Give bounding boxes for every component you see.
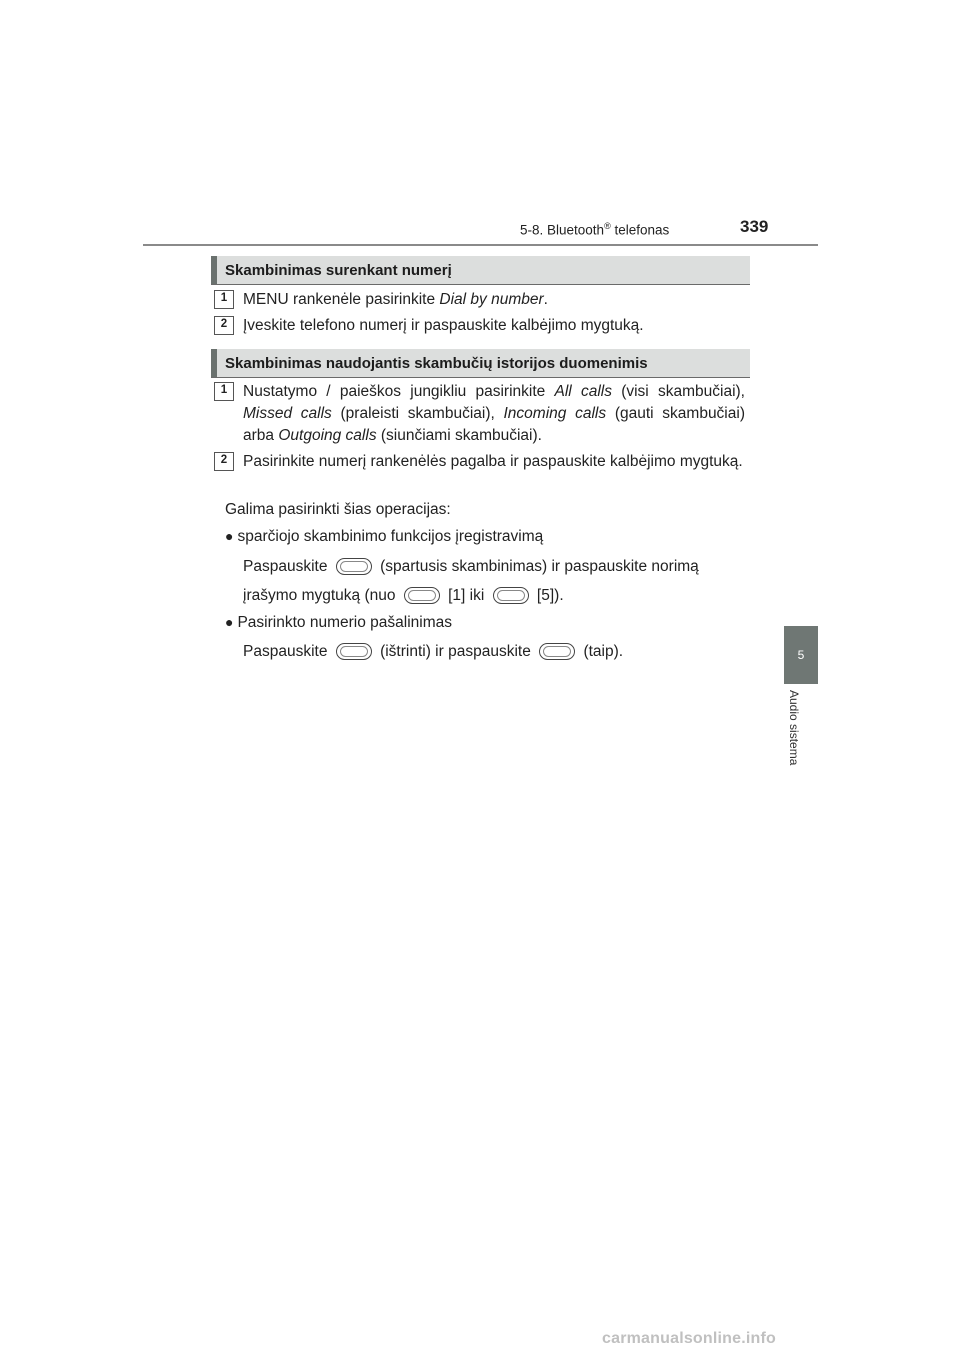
operation-text-part: [5]). [536,587,564,604]
step-text [243,289,548,311]
section-header-history [211,349,750,378]
operation-item [225,525,543,548]
registered-mark: ® [604,221,611,231]
chapter-tab-label: Audio sistema [787,690,801,766]
step-number: 1 [214,382,234,401]
menu-option: Dial by number [439,291,544,308]
bullet-icon: ● [225,614,234,630]
operation-text-part: įrašymo mygtuką (nuo [243,587,396,604]
section-title: 5-8. Bluetooth [520,222,605,238]
speed-dial-button-icon [336,558,372,575]
section-title-suffix: telefonas [610,222,670,238]
section-title: Skambinimas naudojantis skambučių istorijos duomenimis [225,354,648,372]
step-text-part: (siunčiami skambučiai). [376,427,542,444]
preset-button-icon [493,587,529,604]
yes-button-icon [539,643,575,660]
operation-text-part: Paspauskite [243,558,328,575]
operation-text-part: [1] iki [448,587,485,604]
step-text [243,381,745,447]
step-text-part: MENU rankenėle pasirinkite [243,291,440,308]
step-number: 2 [214,452,234,471]
operation-title: Pasirinkto numerio pašalinimas [237,614,452,631]
operation-text [243,641,623,663]
section-header-dial [211,256,750,285]
step-text: Įveskite telefono numerį ir paspauskite kalbėjimo mygtuką. [243,317,644,334]
menu-option: Missed calls [243,405,332,422]
menu-option: Incoming calls [503,405,607,422]
menu-option: All calls [554,383,612,400]
step-text-part: Nustatymo / paieškos jungikliu pasirinkite [243,383,555,400]
step-text-part: (visi skambučiai), [611,383,745,400]
operation-item [225,611,452,634]
step-number: 2 [214,316,234,335]
operation-text [243,585,564,607]
preset-button-icon [404,587,440,604]
watermark: carmanualsonline.info [602,1330,777,1347]
header-divider [143,244,818,246]
operation-title: sparčiojo skambinimo funkcijos įregistravimą [237,528,544,545]
chapter-tab: 5 [784,626,818,684]
operations-intro: Galima pasirinkti šias operacijas: [225,501,451,518]
menu-option: Outgoing calls [278,427,377,444]
step-text-part: . [543,291,548,308]
operation-text [243,556,745,578]
bullet-icon: ● [225,528,234,544]
operation-text-part: (spartusis skambinimas) ir paspauskite norimą [380,558,699,575]
operation-text-part: (ištrinti) ir paspauskite [380,643,531,660]
delete-button-icon [336,643,372,660]
operation-text-part: (taip). [583,643,624,660]
running-header [520,221,669,238]
page-number: 339 [740,217,769,236]
section-title: Skambinimas surenkant numerį [225,261,452,279]
step-text-part: (praleisti skambučiai), [331,405,504,422]
step-text: Pasirinkite numerį rankenėlės pagalba ir paspauskite kalbėjimo mygtuką. [243,453,743,470]
step-number: 1 [214,290,234,309]
step-text-part: (gauti skambučiai) arba [243,405,745,444]
operation-text-part: Paspauskite [243,643,328,660]
